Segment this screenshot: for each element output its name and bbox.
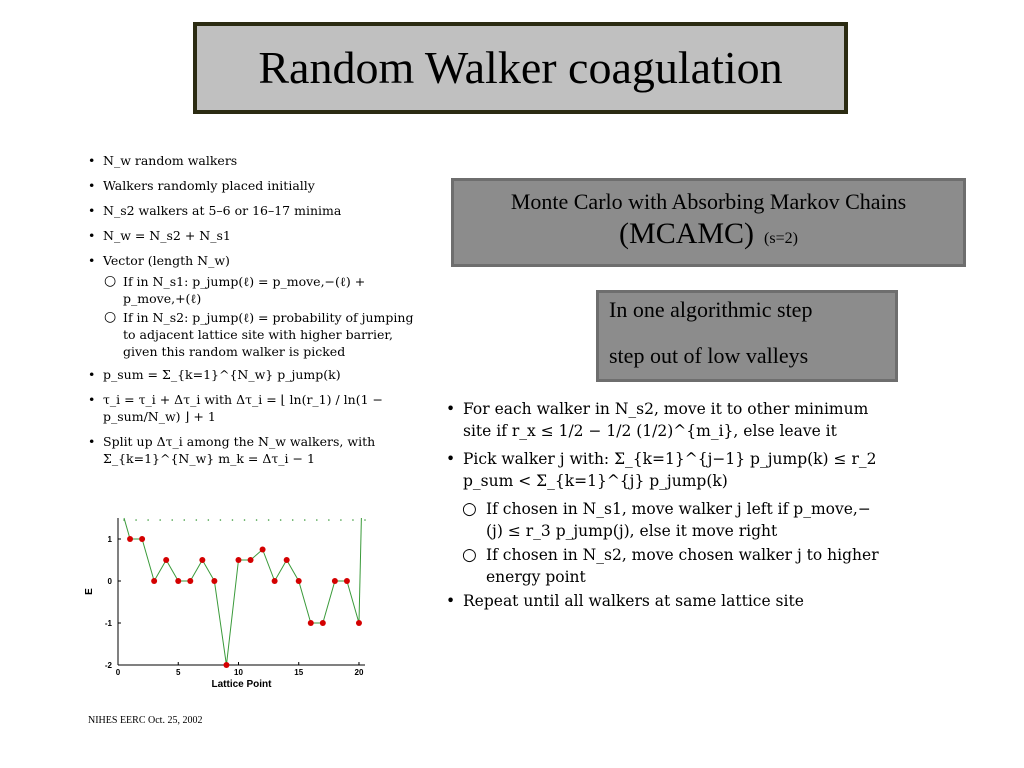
y-tick-label: 1 [107,535,112,544]
top-dot [208,519,210,521]
data-point [320,620,326,626]
x-tick-label: 20 [354,668,364,677]
top-dot [159,519,161,521]
data-point [127,536,133,542]
data-point [151,578,157,584]
data-point [211,578,217,584]
top-dot [244,519,246,521]
top-dot [183,519,185,521]
top-dot [135,519,137,521]
list-item: • N_w random walkers [88,153,238,168]
series-line [124,518,130,539]
mcamc-box [451,178,966,267]
top-dot [328,519,330,521]
list-item: • Vector (length N_w) [88,253,230,268]
step-box [596,290,898,382]
y-tick-label: 0 [107,577,112,586]
top-dot [147,519,149,521]
x-tick-label: 15 [294,668,304,677]
data-point [356,620,362,626]
top-dot [196,519,198,521]
mcamc-line2: (MCAMC) (s=2) [619,217,798,250]
mcamc-line1: Monte Carlo with Absorbing Markov Chains [510,189,907,214]
title-box [193,22,848,114]
sub-item: ○ If in N_s1: p_jump(ℓ) = p_move,−(ℓ) + p_move,+(ℓ) [104,273,366,306]
slide-title: Random Walker coagulation [258,42,783,93]
x-tick-label: 10 [234,668,243,677]
right-bullet-list [446,398,886,618]
sub-item: ○ If chosen in N_s2, move chosen walker j to higher energy point [462,545,879,586]
y-tick-label: -2 [104,661,112,670]
list-item: • Split up Δτ_i among the N_w walkers, with Σ_{k=1}^{N_w} m_k = Δτ_i − 1 [88,434,376,466]
data-point [175,578,181,584]
list-item: • p_sum = Σ_{k=1}^{N_w} p_jump(k) [88,367,341,382]
x-axis-label: Lattice Point [211,679,272,690]
top-dot [171,519,173,521]
x-tick-label: 0 [115,668,121,677]
footer: NIHES EERC Oct. 25, 2002 [88,715,203,726]
data-point [332,578,338,584]
top-dot [280,519,282,521]
series-line [359,518,361,623]
sub-item: ○ If in N_s2: p_jump(ℓ) = probability of jumping to adjacent lattice site with higher barrier, given this random walker is picked [104,309,414,359]
data-point [187,578,193,584]
data-point [344,578,350,584]
list-item: • For each walker in N_s2, move it to other minimum site if r_x ≤ 1/2 − 1/2 (1/2)^{m_i}, else leave it [446,400,869,440]
top-dot [256,519,258,521]
top-dot [364,519,366,521]
data-point [248,557,254,563]
x-tick-label: 5 [176,668,181,677]
top-dot [268,519,270,521]
energy-chart [70,510,375,690]
data-point [235,557,241,563]
data-point [308,620,314,626]
data-point [223,662,229,668]
step-line2: step out of low valleys [609,343,809,368]
top-dot [220,519,222,521]
left-bullet-list [88,152,428,475]
list-item: • τ_i = τ_i + Δτ_i with Δτ_i = ⌊ ln(r_1) / ln(1 − p_sum/N_w) ⌋ + 1 [88,392,383,424]
mcamc-note: (s=2) [764,230,798,247]
top-dot [352,519,354,521]
data-point [163,557,169,563]
sub-item: ○ If chosen in N_s1, move walker j left if p_move,−(j) ≤ r_3 p_jump(j), else it move right [462,499,871,540]
data-point [284,557,290,563]
data-point [296,578,302,584]
list-item: • Pick walker j with: Σ_{k=1}^{j−1} p_jump(k) ≤ r_2 p_sum < Σ_{k=1}^{j} p_jump(k) [446,450,877,490]
list-item: • N_s2 walkers at 5–6 or 16–17 minima [88,203,342,218]
top-dot [340,519,342,521]
top-dot [292,519,294,521]
step-line1: In one algorithmic step [609,297,813,322]
data-point [260,547,266,553]
data-point [199,557,205,563]
top-dot [316,519,318,521]
list-item: • Repeat until all walkers at same lattice site [446,592,804,610]
data-point [272,578,278,584]
data-point [139,536,145,542]
top-dot [304,519,306,521]
y-axis-label: E [84,588,95,595]
list-item: • Walkers randomly placed initially [88,178,315,193]
list-item: • N_w = N_s2 + N_s1 [88,228,231,243]
top-dot [232,519,234,521]
y-tick-label: -1 [104,619,112,628]
